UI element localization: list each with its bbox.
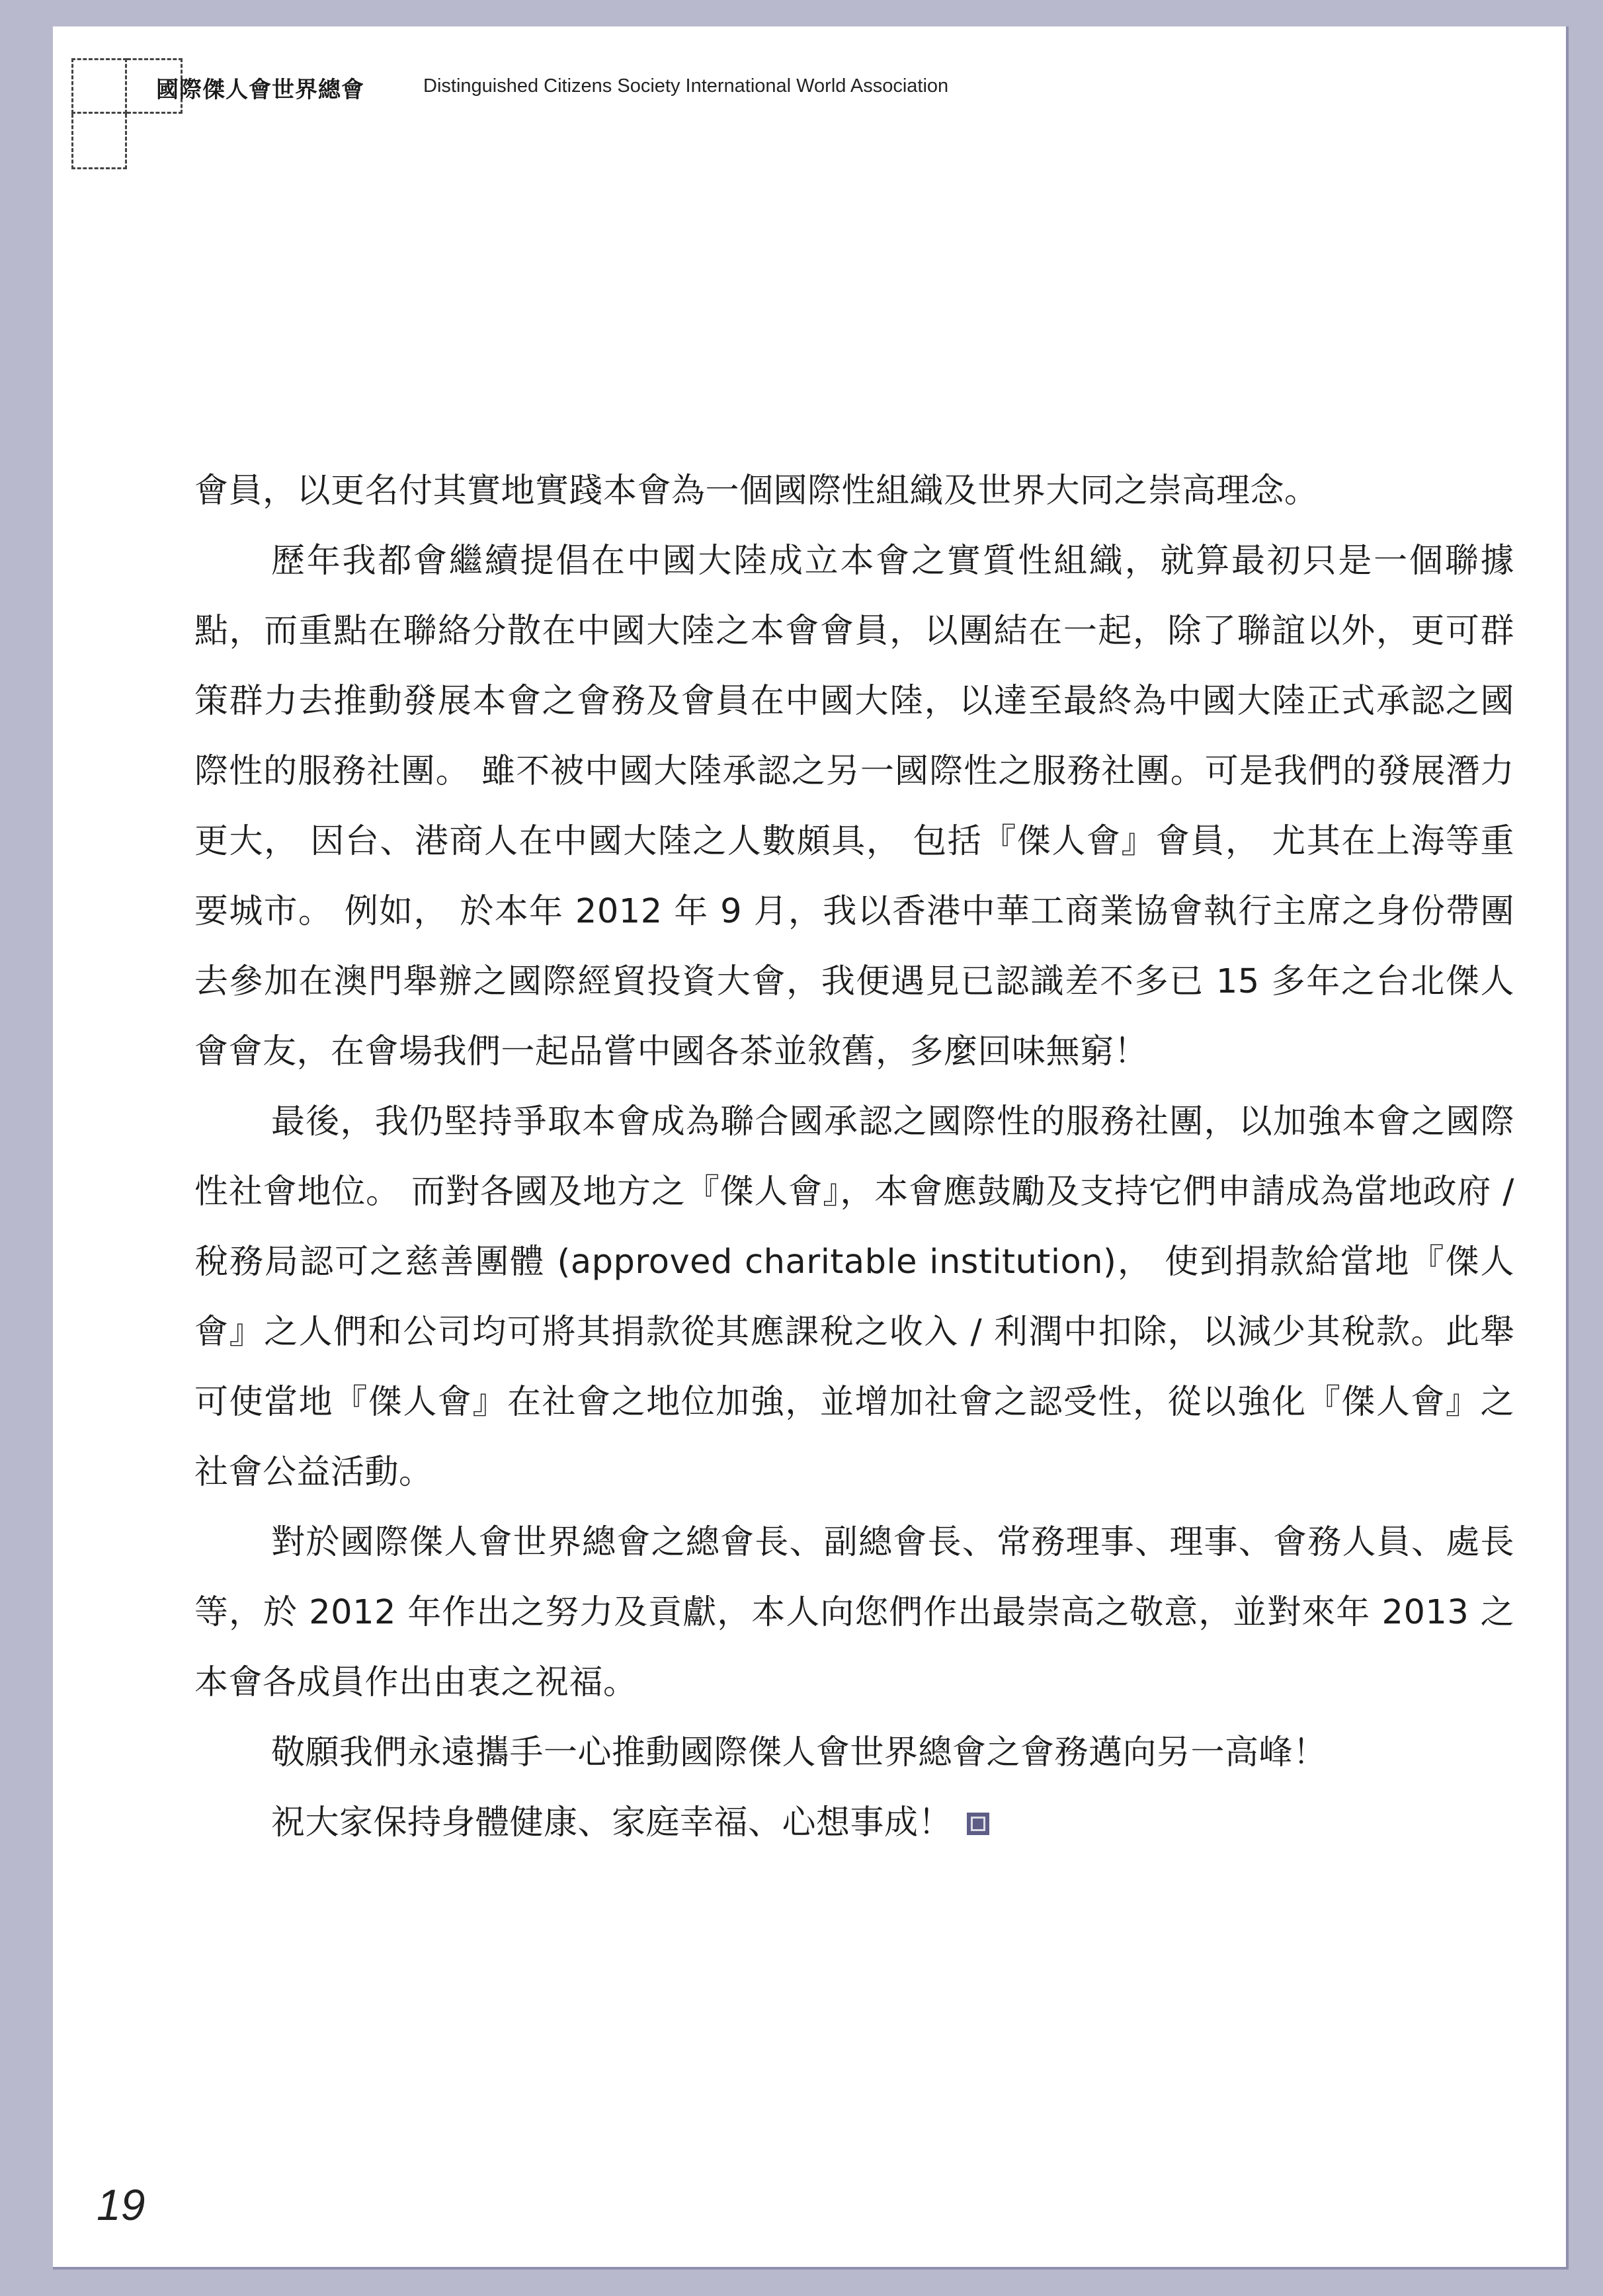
paragraph-4: 對於國際傑人會世界總會之總會長、副總會長、常務理事、理事、會務人員、處長等，於 2012 年作出之努力及貢獻，本人向您們作出最崇高之敬意，並對來年 2013 之本會各成員作出由衷之祝福。 — [194, 1523, 1514, 1702]
paragraph-1: 會員，以更名付其實地實踐本會為一個國際性組織及世界大同之崇高理念。 — [194, 472, 1319, 511]
header-title-en: Distinguished Citizens Society International World Association — [423, 75, 949, 97]
header-title-zh: 國際傑人會世界總會 — [156, 77, 364, 103]
dashed-box — [71, 114, 127, 169]
dashed-box — [71, 58, 127, 114]
closing-line-2-text: 祝大家保持身體健康、家庭幸福、心想事成！ — [271, 1803, 953, 1842]
article-body — [194, 456, 1514, 1858]
paragraph-3: 最後，我仍堅持爭取本會成為聯合國承認之國際性的服務社團，以加強本會之國際性社會地位。 而對各國及地方之『傑人會』，本會應鼓勵及支持它們申請成為當地政府 / 稅務局認可之慈善團體 (approved charitable institution)， 使到捐款給當地『傑人會』之人們和公司均可將其捐款從其應課稅之收入 / 利潤中扣除，以減少其稅款。此舉可使當地『傑人會』在社會之地位加強，並增加社會之認受性，從以強化『傑人會』之社會公益活動。 — [194, 1102, 1514, 1492]
end-mark-icon — [967, 1813, 989, 1835]
closing-line-1: 敬願我們永遠攜手一心推動國際傑人會世界總會之會務邁向另一高峰！ — [271, 1733, 1327, 1772]
closing-line-2 — [194, 1788, 1514, 1858]
paragraph-2: 歷年我都會繼續提倡在中國大陸成立本會之實質性組織，就算最初只是一個聯據點，而重點在聯絡分散在中國大陸之本會會員，以團結在一起，除了聯誼以外，更可群策群力去推動發展本會之會務及會員在中國大陸，以達至最終為中國大陸正式承認之國際性的服務社團。 雖不被中國大陸承認之另一國際性之服務社團。可是我們的發展潛力更大， 因台、港商人在中國大陸之人數頗具， 包括『傑人會』會員， 尤其在上海等重要城市。 例如， 於本年 2012 年 9 月，我以香港中華工商業協會執行主席之身份帶團去參加在澳門舉辦之國際經貿投資大會，我便遇見已認識差不多已 15 多年之台北傑人會會友，在會場我們一起品嘗中國各茶並敘舊，多麼回味無窮！ — [194, 542, 1514, 1071]
page-number: 19 — [97, 2180, 145, 2229]
